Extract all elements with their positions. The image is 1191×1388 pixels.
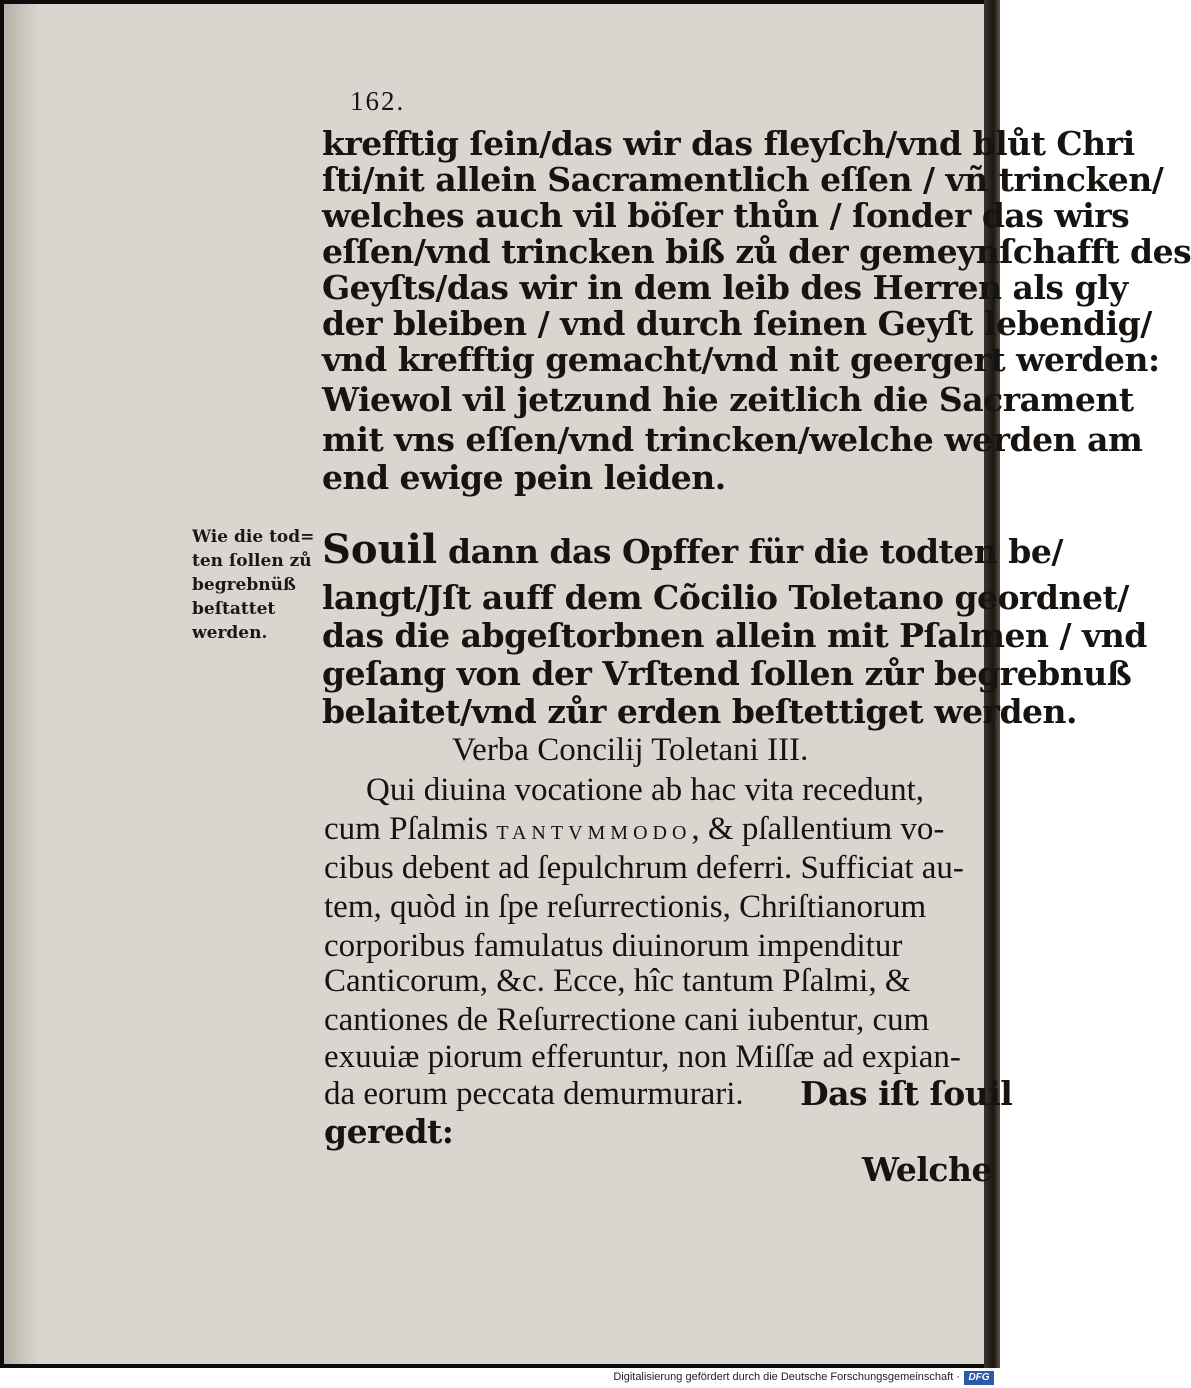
text-line: Wiewol vil jetzund hie zeitlich die Sacrament bbox=[322, 380, 1134, 419]
initial-word: Souil bbox=[322, 526, 438, 573]
latin-smallcaps: TANTVMMODO bbox=[496, 822, 692, 844]
text-line: mit vns eſſen/vnd trincken/welche werden am bbox=[322, 420, 1143, 459]
text-line: Geyſts/das wir in dem leib des Herren als gly bbox=[322, 268, 1128, 307]
catchword: Welche bbox=[862, 1150, 992, 1189]
margin-note-line: begrebnüß bbox=[192, 575, 296, 595]
latin-span: , & pſallentium vo- bbox=[691, 811, 945, 847]
dfg-logo-icon: DFG bbox=[964, 1371, 994, 1385]
margin-note-line: beſtattet bbox=[192, 599, 276, 619]
text-line: eſſen/vnd trincken biß zů der gemeynſchafft des bbox=[322, 232, 1191, 271]
footer-credit: Digitalisierung gefördert durch die Deutsche Forschungsgemeinschaft · bbox=[613, 1371, 960, 1383]
latin-line: da eorum peccata demurmurari. bbox=[324, 1076, 744, 1112]
latin-line: cibus debent ad ſepulchrum deferri. Sufficiat au- bbox=[324, 850, 964, 886]
latin-span: cum Pſalmis bbox=[324, 811, 489, 847]
footer-bar bbox=[0, 1368, 1000, 1388]
text-line: end ewige pein leiden. bbox=[322, 458, 726, 497]
margin-note-line: werden. bbox=[192, 623, 268, 643]
text-line: welches auch vil böſer thůn / ſonder das wirs bbox=[322, 196, 1130, 235]
text-line: vnd krefftig gemacht/vnd nit geergert werden: bbox=[322, 340, 1160, 379]
page-shadow bbox=[4, 4, 40, 1364]
latin-heading: Verba Concilij Toletani III. bbox=[452, 732, 809, 768]
text-line: ſti/nit allein Sacramentlich eſſen / vñ trincken/ bbox=[322, 160, 1164, 199]
text-line: langt/Jſt auff dem Cõcilio Toletano geordnet/ bbox=[322, 578, 1129, 617]
latin-line: Canticorum, &c. Ecce, hîc tantum Pſalmi, & bbox=[324, 963, 911, 999]
page-number: 162. bbox=[350, 86, 406, 116]
margin-note-line: Wie die tod= bbox=[192, 527, 315, 547]
latin-line: Qui diuina vocatione ab hac vita recedunt, bbox=[366, 772, 925, 808]
text-line: der bleiben / vnd durch ſeinen Geyſt lebendig/ bbox=[322, 304, 1152, 343]
text-line: geſang von der Vrſtend ſollen zůr begrebnuß bbox=[322, 654, 1132, 693]
text-line: belaitet/vnd zůr erden beſtettiget werden. bbox=[322, 692, 1077, 731]
text-line: das die abgeſtorbnen allein mit Pſalmen / vnd bbox=[322, 616, 1147, 655]
text-line: geredt: bbox=[324, 1112, 454, 1151]
text-span: dann das Opffer für die todten be/ bbox=[437, 532, 1063, 571]
paragraph-first-line bbox=[322, 526, 1063, 573]
text-span: Das iſt ſouil bbox=[800, 1074, 1013, 1113]
latin-line: cantiones de Reſurrectione cani iubentur, cum bbox=[324, 1002, 930, 1038]
latin-line: tem, quòd in ſpe reſurrectionis, Chriſtianorum bbox=[324, 889, 927, 925]
latin-line: exuuiæ piorum efferuntur, non Miſſæ ad expian- bbox=[324, 1039, 961, 1075]
margin-note-line: ten ſollen zů bbox=[192, 551, 312, 571]
latin-line bbox=[324, 811, 944, 848]
text-line: krefftig ſein/das wir das fleyſch/vnd blůt Chri bbox=[322, 124, 1135, 163]
latin-line: corporibus famulatus diuinorum impenditur bbox=[324, 928, 903, 964]
